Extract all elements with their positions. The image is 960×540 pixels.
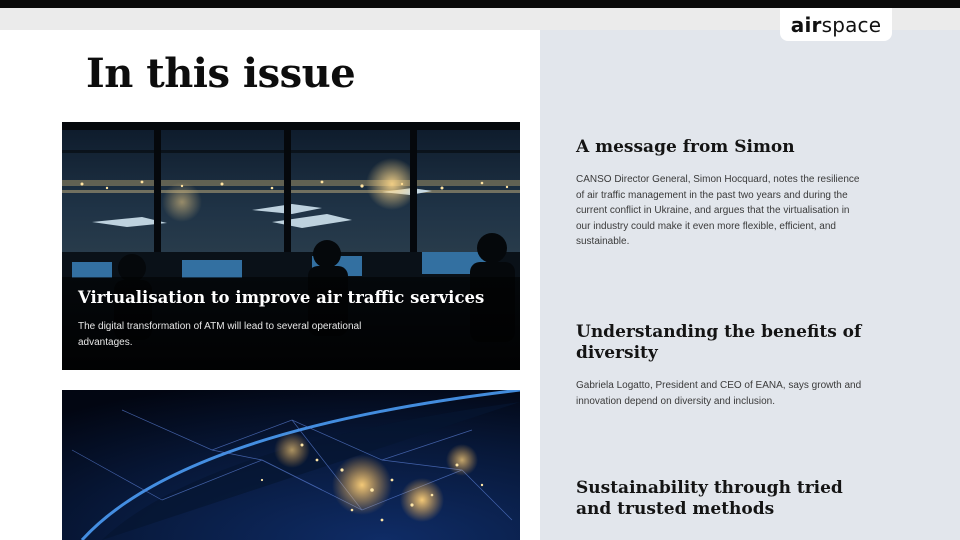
article-list-panel bbox=[540, 30, 960, 540]
top-bar bbox=[0, 0, 960, 8]
article-title[interactable]: Sustainability through tried and trusted methods bbox=[576, 478, 843, 519]
article-summary: CANSO Director General, Simon Hocquard, notes the resilience of air traffic management in the past two years and during the current conflict in Ukraine, and argues that the virtualisation in our industry could make it even more flexible, efficient, and sustainable. bbox=[576, 174, 860, 247]
featured-article-card-2[interactable] bbox=[62, 390, 520, 540]
logo-tab[interactable] bbox=[780, 8, 892, 41]
article-message-from-simon[interactable] bbox=[576, 137, 876, 250]
featured-article-title[interactable]: Virtualisation to improve air traffic services bbox=[78, 288, 485, 307]
earth-network-image bbox=[62, 390, 520, 540]
article-benefits-of-diversity[interactable] bbox=[576, 322, 876, 409]
featured-article-description: The digital transformation of ATM will lead to several operational advantages. bbox=[78, 321, 362, 348]
airspace-logo: airspace bbox=[790, 12, 882, 37]
article-summary: Gabriela Logatto, President and CEO of EANA, says growth and innovation depend on diversity and inclusion. bbox=[576, 380, 862, 407]
article-title[interactable]: A message from Simon bbox=[576, 137, 795, 157]
article-sustainability[interactable] bbox=[576, 478, 876, 520]
article-title[interactable]: Understanding the benefits of diversity bbox=[576, 322, 862, 363]
page-title: In this issue bbox=[86, 50, 356, 97]
featured-article-card[interactable] bbox=[62, 122, 520, 370]
